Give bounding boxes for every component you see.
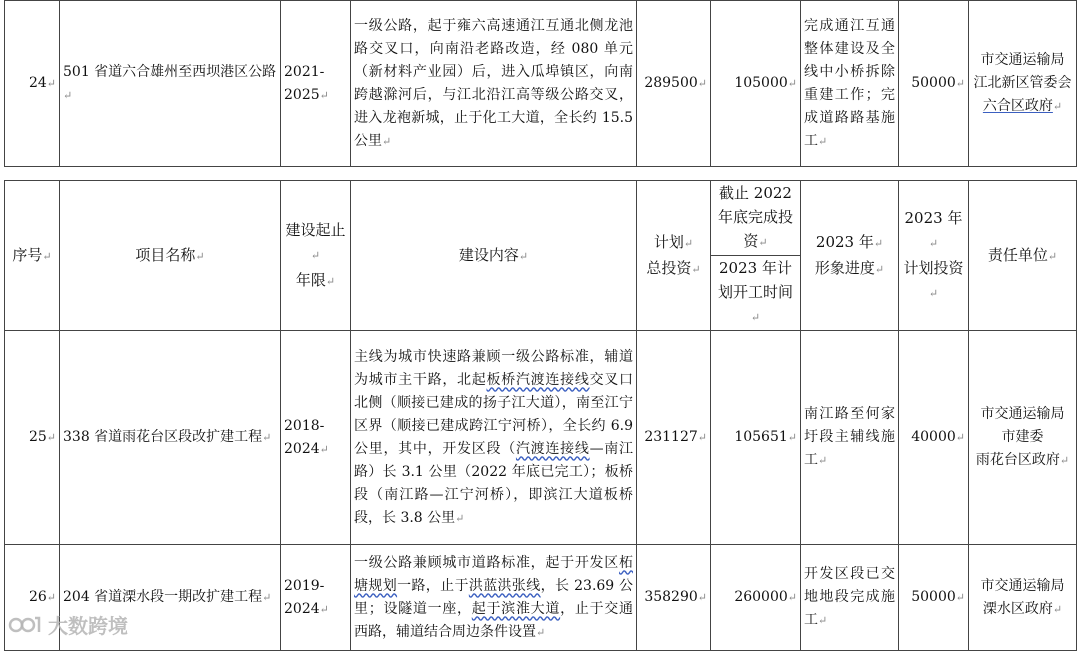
row-content: 主线为城市快速路兼顾一级公路标准，辅道为城市主干路，北起板桥汽渡连接线交叉口北侧（顺接已建成的扬子江大道），南至江宁区界（顺接已建成跨江宁河桥），全长约 6.9 公里，其中，开发区段（汽渡连接线—南江路）长 3.1 公里（2022 年底已完工）；板桥段（南江路—江宁河桥），即滨江大道板桥段，长 3.8 公里↵ [351, 331, 637, 545]
row-name: 501 省道六合雄州至西坝港区公路↵ [60, 1, 281, 167]
row-invest: 40000↵ [899, 331, 969, 545]
row-seq: 26↵ [5, 545, 60, 651]
header-total: 计划↵ 总投资↵ [637, 181, 711, 331]
row-unit: 市交通运输局 江北新区管委会 六合区政府↵ [969, 1, 1077, 167]
watermark-text: 大数跨境 [48, 614, 128, 638]
table-row [5, 331, 1077, 545]
row-invest: 50000↵ [899, 1, 969, 167]
row-progress: 南江路至何家圩段主辅线施工↵ [801, 331, 899, 545]
watermark-logo-icon [8, 613, 42, 637]
header-seq: 序号↵ [5, 181, 60, 331]
row-seq: 24↵ [5, 1, 60, 167]
header-progress: 2023 年↵ 形象进度↵ [801, 181, 899, 331]
row-progress: 完成通江互通整体建设及全线中小桥拆除重建工作；完成道路路基施工↵ [801, 1, 899, 167]
row-period: 2018-2024↵ [281, 331, 351, 545]
row-period: 2021-2025↵ [281, 1, 351, 167]
page-gap [0, 168, 1080, 180]
row-name: 338 省道雨花台区段改扩建工程↵ [60, 331, 281, 545]
row-period: 2019-2024↵ [281, 545, 351, 651]
header-start-2023: 2023 年计 划开工时间↵ [711, 256, 801, 331]
row-done: 105651↵ [711, 331, 801, 545]
table-row [5, 1, 1077, 167]
project-table-bottom [4, 180, 1077, 651]
header-done-2022: 截止 2022 年底完成投 资↵ [711, 181, 801, 256]
watermark [8, 610, 128, 639]
table-header-row [5, 181, 1077, 256]
row-progress: 开发区段已交地地段完成施工↵ [801, 545, 899, 651]
header-unit: 责任单位↵ [969, 181, 1077, 331]
row-unit: 市交通运输局 市建委 雨花台区政府↵ [969, 331, 1077, 545]
table-row [5, 545, 1077, 651]
row-total: 231127↵ [637, 331, 711, 545]
project-table-top [4, 0, 1077, 167]
row-content: 一级公路兼顾城市道路标准，起于开发区柘塘规划一路，止于洪蓝洪张线，长 23.69 公里；设隧道一座，起于滨淮大道，止于交通西路，辅道结合周边条件设置↵ [351, 545, 637, 651]
header-period: 建设起止↵ 年限↵ [281, 181, 351, 331]
row-done: 260000↵ [711, 545, 801, 651]
row-total: 289500↵ [637, 1, 711, 167]
header-content: 建设内容↵ [351, 181, 637, 331]
row-unit: 市交通运输局 溧水区政府↵ [969, 545, 1077, 651]
row-content: 一级公路，起于雍六高速通江互通北侧龙池路交叉口，向南沿老路改造，经 080 单元（新材料产业园）后，进入瓜埠镇区，向南跨越滁河后，与江北沿江高等级公路交叉，进入龙袍新城，止于化工大道，全长约 15.5 公里↵ [351, 1, 637, 167]
row-total: 358290↵ [637, 545, 711, 651]
header-name: 项目名称↵ [60, 181, 281, 331]
header-invest-2023: 2023 年↵ 计划投资↵ [899, 181, 969, 331]
row-invest: 50000↵ [899, 545, 969, 651]
row-name: 204 省道溧水段一期改扩建工程↵ [60, 545, 281, 651]
row-seq: 25↵ [5, 331, 60, 545]
row-done: 105000↵ [711, 1, 801, 167]
